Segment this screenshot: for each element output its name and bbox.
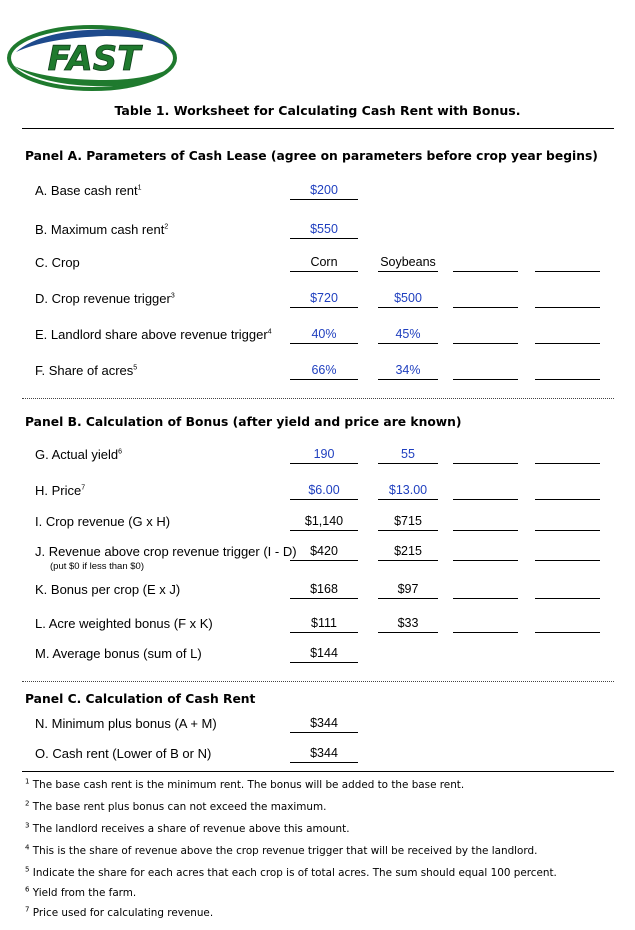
value-cell[interactable]: $200: [290, 181, 358, 200]
footnote-ref: 1: [137, 184, 142, 192]
value-cell[interactable]: $13.00: [378, 481, 438, 500]
footnote-2: [25, 801, 326, 813]
row-label-text: A. Base cash rent: [35, 183, 138, 198]
value-cell: $715: [378, 512, 438, 531]
row-label-text: K. Bonus per crop (E x J): [35, 582, 181, 597]
value-cell: [535, 614, 600, 633]
footnote-ref: 3: [170, 292, 175, 300]
value-cell: $344: [290, 714, 358, 733]
value-cell[interactable]: [535, 361, 600, 380]
panel-divider: [22, 681, 614, 682]
footnote-text: The base rent plus bonus can not exceed the maximum.: [32, 801, 327, 813]
title-rule: [22, 128, 614, 129]
value-cell[interactable]: [453, 361, 518, 380]
row-note: (put $0 if less than $0): [50, 561, 144, 572]
footnote-number: 4: [25, 843, 30, 852]
footnote-number: 7: [25, 905, 30, 914]
value-cell: [453, 614, 518, 633]
value-cell: [535, 512, 600, 531]
footnote-text: Price used for calculating revenue.: [32, 907, 214, 919]
row-label-text: D. Crop revenue trigger: [35, 291, 171, 306]
footnotes-rule: [22, 771, 614, 772]
fast-logo-graphic: [6, 22, 178, 94]
row-label: [35, 746, 211, 761]
value-cell[interactable]: 66%: [290, 361, 358, 380]
footnote-text: The landlord receives a share of revenue above this amount.: [32, 823, 350, 835]
footnote-1: [25, 779, 464, 791]
row-label: [35, 447, 122, 462]
row-label: [35, 363, 137, 378]
value-cell: [453, 580, 518, 599]
row-label-text: J. Revenue above crop revenue trigger (I - D): [35, 544, 297, 559]
value-cell: $344: [290, 744, 358, 763]
value-cell: $97: [378, 580, 438, 599]
value-cell[interactable]: [535, 289, 600, 308]
footnote-text: Indicate the share for each acres that each crop is of total acres. The sum should equal 100 percent.: [32, 867, 557, 879]
value-cell[interactable]: $720: [290, 289, 358, 308]
footnote-ref: 5: [133, 364, 138, 372]
footnote-number: 5: [25, 865, 30, 874]
row-label: [35, 716, 217, 731]
value-cell: [535, 580, 600, 599]
row-label-text: I. Crop revenue (G x H): [35, 514, 171, 529]
row-h-price: [0, 478, 635, 504]
footnote-ref: 6: [118, 448, 123, 456]
crop-2-cell[interactable]: Soybeans: [378, 253, 438, 272]
panel-c-heading: Panel C. Calculation of Cash Rent: [25, 692, 256, 706]
panel-b-heading: Panel B. Calculation of Bonus (after yield and price are known): [25, 415, 462, 429]
worksheet-title: Table 1. Worksheet for Calculating Cash Rent with Bonus.: [114, 103, 521, 118]
value-cell: $420: [290, 542, 358, 561]
footnote-ref: 7: [81, 484, 86, 492]
row-e-landlord-share: [0, 322, 635, 348]
row-label: [35, 255, 80, 270]
row-label-text: F. Share of acres: [35, 363, 134, 378]
row-label-text: E. Landlord share above revenue trigger: [35, 327, 268, 342]
footnote-number: 2: [25, 799, 30, 808]
value-cell[interactable]: $6.00: [290, 481, 358, 500]
footnote-4: [25, 845, 537, 857]
row-m-average-bonus: [0, 641, 635, 667]
row-label: [35, 514, 170, 529]
panel-a-heading: Panel A. Parameters of Cash Lease (agree on parameters before crop year begins): [25, 149, 598, 163]
value-cell[interactable]: 40%: [290, 325, 358, 344]
footnote-text: The base cash rent is the minimum rent. The bonus will be added to the base rent.: [32, 779, 465, 791]
footnote-3: [25, 823, 350, 835]
row-i-crop-revenue: [0, 509, 635, 535]
value-cell[interactable]: $500: [378, 289, 438, 308]
footnote-number: 3: [25, 821, 30, 830]
crop-1-cell[interactable]: Corn: [290, 253, 358, 272]
footnote-text: This is the share of revenue above the crop revenue trigger that will be received by the landlord.: [32, 845, 538, 857]
value-cell[interactable]: 45%: [378, 325, 438, 344]
row-label-text: L. Acre weighted bonus (F x K): [35, 616, 213, 631]
value-cell: $215: [378, 542, 438, 561]
row-label: [35, 582, 180, 597]
value-cell: [453, 542, 518, 561]
row-label-text: N. Minimum plus bonus (A + M): [35, 716, 217, 731]
value-cell[interactable]: 55: [378, 445, 438, 464]
row-label: [35, 183, 142, 198]
footnote-ref: 4: [267, 328, 272, 336]
value-cell: [535, 542, 600, 561]
row-b-maximum-cash-rent: [0, 217, 635, 243]
logo-text: FAST: [47, 39, 141, 79]
fast-logo: [6, 22, 178, 94]
row-label: [35, 544, 297, 559]
crop-4-cell[interactable]: [535, 253, 600, 272]
value-cell[interactable]: [535, 325, 600, 344]
row-j-revenue-above-trigger: [0, 539, 635, 572]
row-f-share-of-acres: [0, 358, 635, 384]
row-label: [35, 291, 175, 306]
value-cell: $33: [378, 614, 438, 633]
row-label: [35, 327, 272, 342]
value-cell[interactable]: 34%: [378, 361, 438, 380]
footnote-7: [25, 907, 213, 919]
row-label: [35, 222, 168, 237]
footnote-6: [25, 887, 136, 899]
row-a-base-cash-rent: [0, 178, 635, 204]
value-cell[interactable]: 190: [290, 445, 358, 464]
value-cell: $111: [290, 614, 358, 633]
row-d-crop-revenue-trigger: [0, 286, 635, 312]
value-cell[interactable]: [453, 481, 518, 500]
panel-divider: [22, 398, 614, 399]
value-cell: $1,140: [290, 512, 358, 531]
value-cell: $168: [290, 580, 358, 599]
row-g-actual-yield: [0, 442, 635, 468]
footnote-text: Yield from the farm.: [32, 887, 137, 899]
row-label-text: C. Crop: [35, 255, 80, 270]
row-c-crop: [0, 250, 635, 276]
value-cell[interactable]: [453, 445, 518, 464]
row-label: [35, 616, 213, 631]
crop-3-cell[interactable]: [453, 253, 518, 272]
footnote-number: 1: [25, 777, 30, 786]
row-l-acre-weighted-bonus: [0, 611, 635, 637]
value-cell: $144: [290, 644, 358, 663]
row-label-text: B. Maximum cash rent: [35, 222, 165, 237]
row-label: [35, 483, 85, 498]
row-label-text: H. Price: [35, 483, 82, 498]
row-k-bonus-per-crop: [0, 577, 635, 603]
row-label-text: O. Cash rent (Lower of B or N): [35, 746, 212, 761]
footnote-5: [25, 867, 557, 879]
row-label: [35, 646, 202, 661]
row-label-text: M. Average bonus (sum of L): [35, 646, 202, 661]
footnote-ref: 2: [164, 223, 169, 231]
value-cell[interactable]: [535, 481, 600, 500]
value-cell[interactable]: [453, 289, 518, 308]
value-cell[interactable]: [453, 325, 518, 344]
row-o-cash-rent: [0, 741, 635, 767]
value-cell: [453, 512, 518, 531]
value-cell[interactable]: [535, 445, 600, 464]
value-cell[interactable]: $550: [290, 220, 358, 239]
row-n-minimum-plus-bonus: [0, 711, 635, 737]
row-label-text: G. Actual yield: [35, 447, 119, 462]
footnote-number: 6: [25, 885, 30, 894]
